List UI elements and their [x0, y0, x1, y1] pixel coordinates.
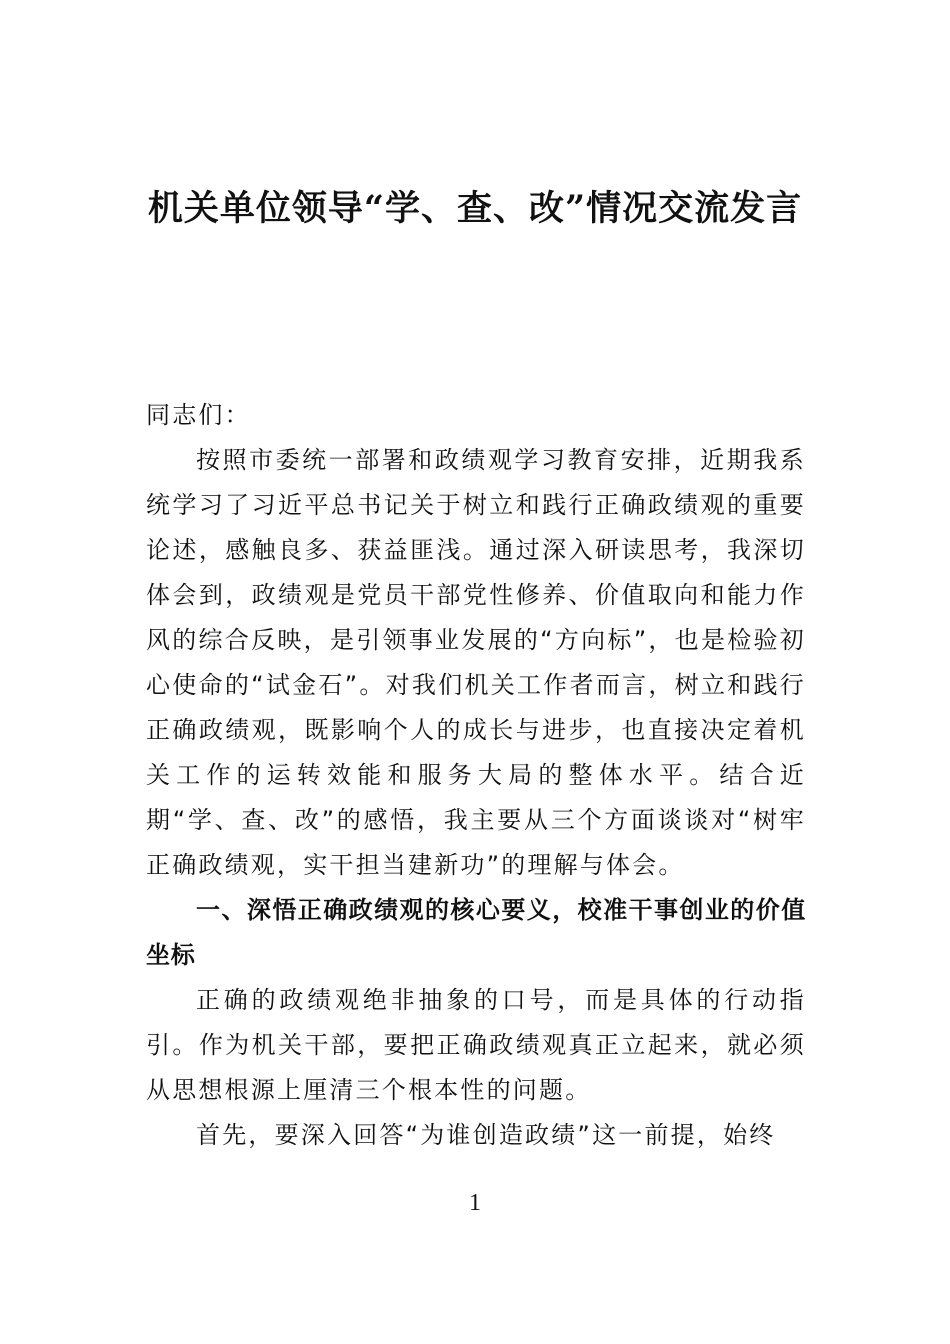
page-number: 1 [469, 1190, 481, 1216]
document-title: 机关单位领导“学、查、改”情况交流发言 [147, 188, 803, 229]
section-paragraph: 首先，要深入回答“为谁创造政绩”这一前提，始终 [196, 1121, 776, 1149]
intro-paragraph: 按照市委统一部署和政绩观学习教育安排，近期我系统学习了习近平总书记关于树立和践行正确政绩观的重要论述，感触良多、获益匪浅。通过深入研读思考，我深切体会到，政绩观是党员干部党性修养、价值取向和能力作风的综合反映，是引领事业发展的“方向标”，也是检验初心使命的“试金石”。对我们机关工作者而言，树立和践行正确政绩观，既影响个人的成长与进步，也直接决定着机关工作的运转效能和服务大局的整体水平。结合近期“学、查、改”的感悟，我主要从三个方面谈谈对“树牢正确政绩观，实干担当建新功”的理解与体会。 [146, 446, 806, 879]
salutation: 同志们： [146, 401, 251, 429]
section-heading: 一、深悟正确政绩观的核心要义，校准干事创业的价值坐标 [146, 896, 806, 969]
section-paragraph: 正确的政绩观绝非抽象的口号，而是具体的行动指引。作为机关干部，要把正确政绩观真正立起来，就必须从思想根源上厘清三个根本性的问题。 [146, 986, 806, 1104]
document-body [146, 393, 806, 1158]
